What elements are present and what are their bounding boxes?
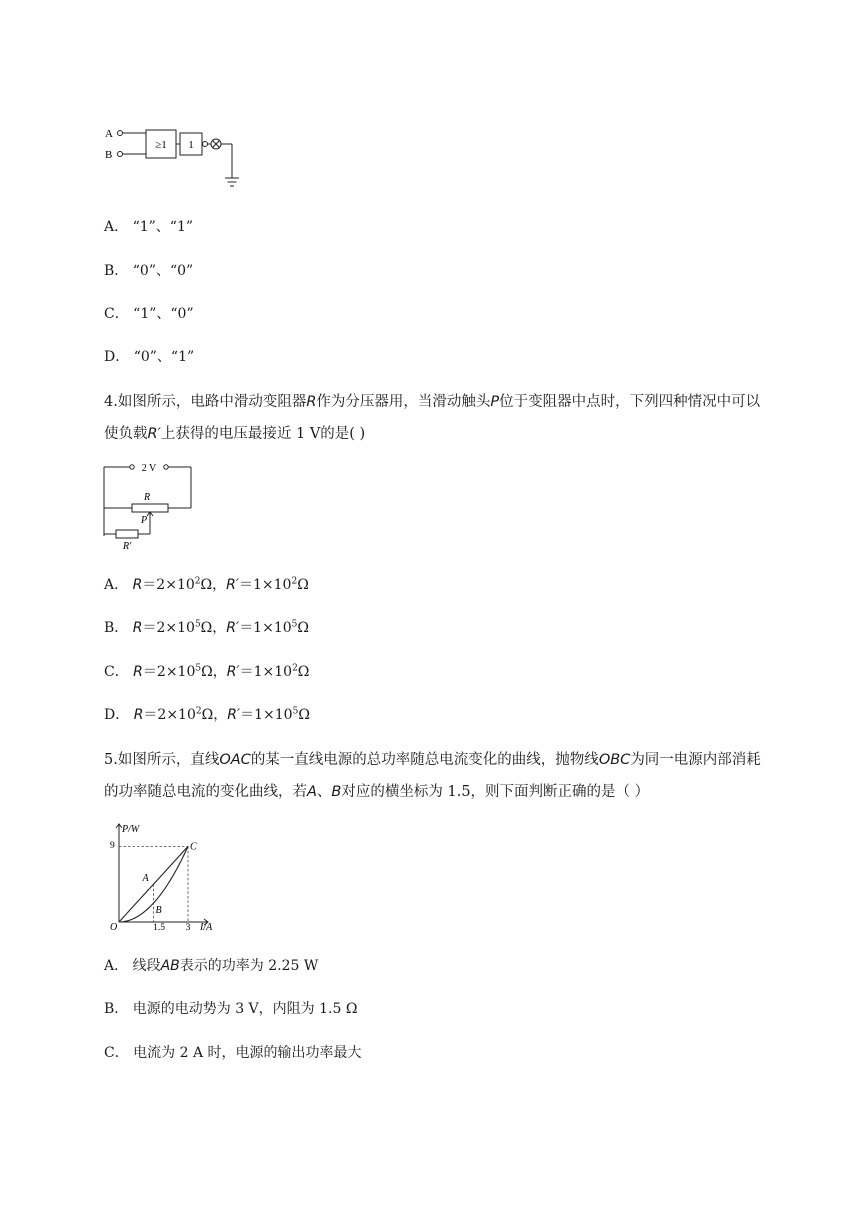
power-current-graph — [100, 818, 226, 932]
option-text: “1”、“0” — [133, 306, 194, 322]
point-a-label: A — [142, 873, 149, 885]
option-text: 表示的功率为 2.25 W — [179, 958, 319, 974]
or-gate-label: ≥1 — [155, 139, 167, 151]
option-text: 电流为 2 A 时，电源的输出功率最大 — [133, 1045, 362, 1061]
q4-option-c — [104, 662, 309, 682]
point-c-label: C — [190, 841, 197, 853]
option-letter: D． — [104, 707, 130, 723]
exponent: 5 — [194, 619, 201, 630]
option-letter: B． — [104, 620, 129, 636]
unit: Ω， — [200, 620, 227, 636]
var-r: R — [132, 577, 143, 593]
q4-stem-part: 上获得的电压最接近 1 V的是( ) — [160, 426, 366, 442]
option-value: ＝1×10 — [239, 620, 292, 636]
input-b-label: B — [105, 149, 113, 161]
q5-option-c — [104, 1043, 362, 1063]
q4-stem-part: 位于变阻器中点时，下列四种情况中可以使负载 — [104, 394, 761, 442]
exponent: 5 — [291, 619, 298, 630]
var-r-prime: R′ — [147, 426, 161, 442]
option-value: ＝2×10 — [143, 707, 196, 723]
var-r-prime: R′ — [226, 577, 240, 593]
option-text: 电源的电动势为 3 V，内阻为 1.5 Ω — [132, 1001, 358, 1017]
var-b: B — [331, 784, 342, 800]
q3-option-b — [104, 261, 193, 281]
unit: Ω — [297, 577, 309, 593]
exponent: 2 — [194, 576, 201, 587]
option-letter: B． — [104, 263, 129, 279]
y-axis-label: P/W — [122, 824, 140, 835]
y-tick-label: 9 — [110, 841, 115, 851]
option-value: ＝1×10 — [239, 664, 293, 680]
unit: Ω — [297, 620, 309, 636]
var-r-prime: R′ — [226, 664, 240, 680]
exponent: 5 — [292, 706, 299, 717]
var-r: R — [306, 394, 317, 410]
voltage-label: 2 V — [141, 463, 157, 474]
unit: Ω， — [201, 664, 227, 680]
option-text: “0”、“0” — [132, 263, 194, 279]
q4-option-d — [104, 705, 310, 725]
x-tick-label: 3 — [185, 923, 191, 932]
var-r-prime: R′ — [226, 620, 240, 636]
not-gate-label: 1 — [188, 139, 194, 151]
unit: Ω， — [200, 577, 227, 593]
var-ab: AB — [160, 958, 180, 974]
option-value: ＝1×10 — [240, 707, 293, 723]
q5-stem — [104, 744, 764, 808]
q5-stem-part: 的某一直线电源的总功率随总电流变化的曲线，抛物线 — [250, 752, 599, 768]
logic-gate-figure — [100, 124, 250, 194]
resistor-r-prime-label: R′ — [123, 541, 132, 552]
option-value: ＝1×10 — [239, 577, 292, 593]
option-text: “0”、“1” — [133, 349, 195, 365]
exponent: 2 — [291, 576, 298, 587]
q5-stem-part: 5.如图所示，直线 — [104, 752, 220, 768]
q5-stem-part: 对应的横坐标为 1.5，则下面判断正确的是（ ） — [341, 784, 650, 800]
var-r: R — [133, 707, 144, 723]
q4-option-b — [104, 618, 309, 638]
q5-stem-part: 为同一电源内部消耗的功率随总电流的变化曲线，若 — [104, 752, 761, 800]
unit: Ω — [297, 664, 310, 680]
divider-circuit-figure — [100, 460, 200, 552]
var-p: P — [490, 394, 500, 410]
exponent: 2 — [292, 663, 298, 674]
q3-option-c — [104, 304, 194, 324]
option-value: ＝2×10 — [142, 620, 195, 636]
x-axis-label: I/A — [200, 922, 213, 932]
unit: Ω — [298, 707, 310, 723]
var-a: A — [307, 784, 317, 800]
q4-option-a — [104, 575, 309, 595]
option-text: 线段 — [132, 958, 161, 974]
var-r: R — [132, 620, 143, 636]
option-letter: C． — [104, 306, 129, 322]
q3-option-a — [104, 217, 193, 237]
exponent: 2 — [195, 706, 202, 717]
q5-option-b — [104, 999, 357, 1019]
input-a-label: A — [105, 128, 113, 140]
series-line-oac — [119, 846, 188, 922]
option-letter: B． — [104, 1001, 129, 1017]
unit: Ω， — [201, 707, 228, 723]
q5-option-a — [104, 956, 318, 976]
q4-stem-part: 4.如图所示，电路中滑动变阻器 — [104, 394, 307, 410]
separator: 、 — [316, 784, 332, 800]
q3-option-d — [104, 347, 194, 367]
var-r: R — [133, 664, 143, 680]
var-oac: OAC — [219, 752, 251, 768]
x-tick-label: 1.5 — [153, 923, 165, 932]
option-letter: C． — [104, 664, 129, 680]
q4-stem-part: 作为分压器用，当滑动触头 — [316, 394, 491, 410]
option-letter: A． — [104, 219, 129, 235]
option-letter: A． — [104, 958, 129, 974]
slider-p-label: P — [141, 515, 148, 526]
option-letter: C． — [104, 1045, 129, 1061]
var-obc: OBC — [598, 752, 631, 768]
option-letter: A． — [104, 577, 129, 593]
q4-stem — [104, 386, 764, 450]
option-text: “1”、“1” — [132, 219, 194, 235]
origin-label: O — [110, 922, 118, 932]
option-value: ＝2×10 — [142, 577, 195, 593]
var-r-prime: R′ — [227, 707, 241, 723]
point-b-label: B — [155, 905, 162, 917]
exponent: 5 — [195, 663, 202, 674]
option-value: ＝2×10 — [142, 664, 196, 680]
option-letter: D． — [104, 349, 130, 365]
resistor-r-label: R — [143, 492, 151, 503]
